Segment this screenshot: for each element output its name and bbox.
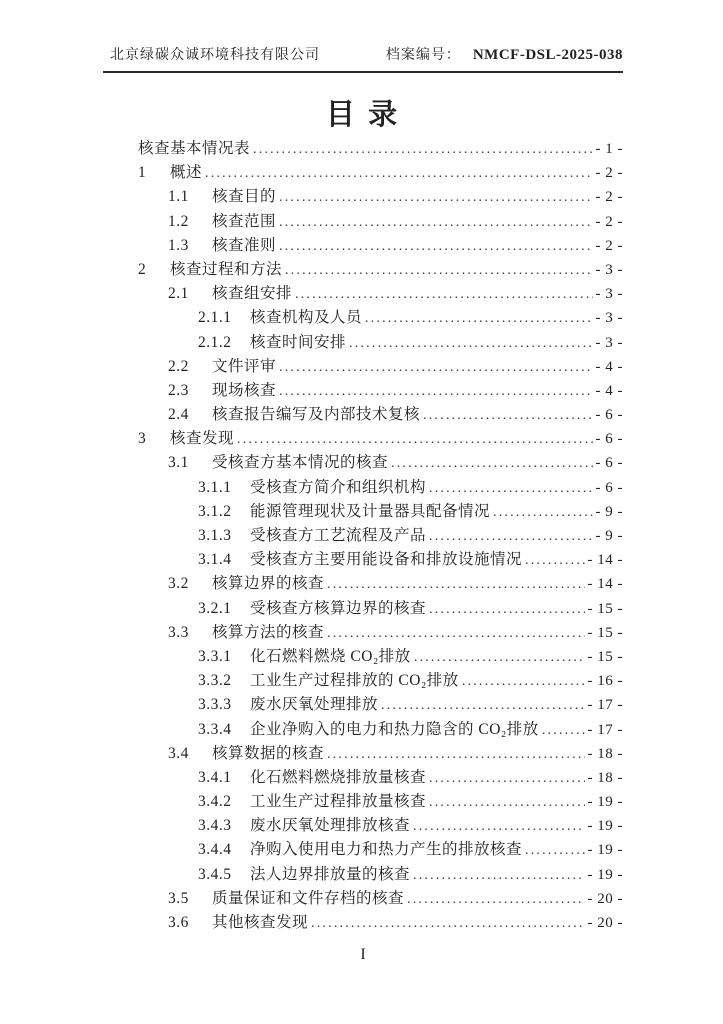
toc-entry [138, 596, 623, 620]
toc-leader-dots [413, 817, 584, 835]
toc-entry-label: 受核查方工艺流程及产品 [250, 527, 427, 544]
toc-entry-page: - 16 - [587, 673, 623, 690]
toc-entry-label: 法人边界排放量的核查 [250, 865, 411, 883]
toc-entry-label: 化石燃料燃烧排放量核查 [250, 768, 427, 786]
toc-entry-number: 3.3.3 [198, 696, 232, 714]
toc-entry-page: - 2 - [595, 189, 623, 206]
toc-leader-dots [542, 721, 585, 739]
toc-entry [138, 426, 623, 450]
toc-entry-number: 2.1.2 [198, 333, 232, 351]
toc-entry-page: - 17 - [587, 697, 623, 714]
toc-entry-label: 工业生产过程排放的 CO₂排放 [250, 672, 459, 690]
toc-entry-number: 1 [138, 164, 147, 182]
toc-entry [138, 813, 623, 837]
toc-leader-dots [493, 503, 592, 521]
toc-entry-number: 2.1 [168, 285, 189, 303]
toc-list [138, 136, 623, 934]
toc-entry-number: 3.6 [168, 914, 189, 931]
toc-entry [138, 547, 623, 571]
toc-entry-number: 3 [138, 430, 147, 448]
toc-entry-label: 核查报告编写及内部技术复核 [212, 406, 421, 424]
toc-entry-number: 3.4.2 [198, 793, 232, 811]
toc-entry-label: 现场核查 [212, 381, 277, 399]
toc-entry-label: 核算数据的核查 [212, 744, 325, 762]
toc-entry [138, 160, 623, 184]
toc-entry [138, 910, 623, 934]
toc-entry [138, 837, 623, 861]
toc-entry-number: 3.4 [168, 744, 189, 762]
toc-entry-label: 核查发现 [170, 430, 235, 448]
toc-entry-page: - 15 - [587, 648, 623, 665]
toc-entry [138, 354, 623, 378]
toc-leader-dots [381, 696, 584, 714]
toc-entry-number: 3.4.4 [198, 841, 232, 859]
toc-entry-number: 3.1 [168, 454, 189, 472]
toc-leader-dots [279, 188, 592, 206]
toc-entry-number: 3.1.4 [198, 551, 232, 569]
toc-entry-label: 受核查方基本情况的核查 [212, 454, 389, 472]
toc-entry-label: 核查过程和方法 [170, 260, 283, 278]
toc-leader-dots [365, 309, 592, 327]
toc-entry-page: - 3 - [595, 334, 623, 351]
toc-entry-page: - 9 - [595, 528, 623, 544]
toc-entry-page: - 2 - [595, 213, 623, 230]
toc-entry-number: 1.3 [168, 236, 189, 254]
toc-leader-dots [253, 140, 592, 158]
toc-entry-number: 3.5 [168, 889, 189, 907]
toc-entry [138, 571, 623, 595]
toc-entry-label: 核算边界的核查 [212, 575, 325, 593]
toc-entry-label: 化石燃料燃烧 CO₂排放 [250, 647, 411, 665]
toc-entry [138, 789, 623, 813]
toc-entry-page: - 6 - [595, 431, 623, 448]
toc-entry-label: 其他核查发现 [212, 914, 309, 931]
toc-leader-dots [429, 600, 584, 618]
toc-leader-dots [327, 624, 584, 642]
toc-leader-dots [285, 261, 592, 279]
toc-leader-dots [429, 769, 584, 787]
toc-entry-label: 废水厌氧处理排放核查 [250, 817, 411, 835]
toc-entry-label: 概述 [170, 164, 203, 182]
toc-entry [138, 257, 623, 281]
toc-leader-dots [407, 890, 584, 908]
toc-entry-number: 3.2 [168, 575, 189, 593]
toc-entry-page: - 2 - [595, 165, 623, 182]
toc-entry-number: 1.2 [168, 212, 189, 230]
toc-entry-number: 3.4.1 [198, 768, 232, 786]
toc-entry-label: 文件评审 [212, 357, 277, 375]
toc-entry-page: - 18 - [587, 769, 623, 786]
toc-leader-dots [279, 237, 592, 255]
toc-entry-page: - 3 - [595, 261, 623, 278]
toc-entry-page: - 18 - [587, 745, 623, 762]
toc-entry-number: 2.1.1 [198, 309, 232, 327]
toc-entry-label: 受核查方核算边界的核查 [250, 599, 427, 617]
toc-entry [138, 281, 623, 305]
toc-entry-page: - 20 - [587, 890, 623, 907]
toc-entry-number: 1.1 [168, 188, 189, 206]
toc-leader-dots [429, 479, 592, 497]
toc-entry-page: - 19 - [587, 794, 623, 811]
toc-leader-dots [525, 551, 584, 569]
toc-entry-number: 3.4.5 [198, 865, 232, 883]
toc-entry-page: - 6 - [595, 455, 623, 472]
page-header [103, 44, 623, 73]
toc-entry [138, 499, 623, 523]
toc-entry-label: 工业生产过程排放量核查 [250, 793, 427, 811]
toc-entry-number: 3.3.1 [198, 647, 232, 665]
toc-entry-page: - 19 - [587, 842, 623, 859]
toc-entry-number: 3.3.2 [198, 672, 232, 690]
toc-entry [138, 136, 623, 160]
toc-entry [138, 330, 623, 354]
file-number-label: 档案编号： [385, 48, 461, 63]
toc-entry-page: - 3 - [595, 286, 623, 303]
toc-leader-dots [525, 841, 584, 859]
toc-leader-dots [413, 866, 584, 884]
toc-entry-label: 废水厌氧处理排放 [250, 696, 379, 714]
toc-entry-label: 受核查方简介和组织机构 [250, 478, 427, 496]
toc-entry [138, 402, 623, 426]
toc-entry-number: 3.3 [168, 623, 189, 641]
toc-title: 目 录 [325, 99, 401, 131]
toc-leader-dots [462, 672, 585, 690]
toc-entry-number: 2.4 [168, 406, 189, 424]
toc-entry-page: - 14 - [587, 576, 623, 593]
toc-entry-label: 受核查方主要用能设备和排放设施情况 [250, 551, 523, 569]
toc-entry-number: 3.4.3 [198, 817, 232, 835]
file-number-value: NMCF-DSL-2025-038 [472, 47, 623, 63]
toc-entry-label: 净购入使用电力和热力产生的排放核查 [250, 841, 523, 859]
toc-entry [138, 644, 623, 668]
toc-entry [138, 717, 623, 741]
toc-entry [138, 765, 623, 789]
toc-entry-label: 核算方法的核查 [212, 623, 325, 641]
toc-leader-dots [237, 430, 592, 448]
toc-entry-page: - 19 - [587, 818, 623, 835]
page-number-footer: I [360, 946, 366, 963]
toc-entry-number: 3.1.3 [198, 527, 232, 544]
toc-leader-dots [279, 382, 592, 400]
toc-entry-page: - 20 - [587, 915, 623, 931]
toc-entry [138, 450, 623, 474]
toc-entry [138, 741, 623, 765]
toc-entry-page: - 14 - [587, 552, 623, 569]
toc-entry-page: - 1 - [595, 141, 623, 157]
toc-entry-label: 核查准则 [212, 236, 277, 254]
toc-entry-page: - 15 - [587, 600, 623, 617]
toc-entry [138, 233, 623, 257]
toc-entry [138, 692, 623, 716]
toc-leader-dots [423, 406, 592, 424]
toc-entry-number: 3.1.1 [198, 478, 232, 496]
toc-entry [138, 620, 623, 644]
toc-entry-number: 2.2 [168, 357, 189, 375]
toc-entry-label: 核查目的 [212, 188, 277, 206]
toc-entry-page: - 15 - [587, 624, 623, 641]
toc-leader-dots [429, 793, 584, 811]
toc-entry [138, 305, 623, 329]
toc-leader-dots [391, 454, 592, 472]
toc-entry [138, 475, 623, 499]
toc-leader-dots [349, 334, 592, 352]
toc-entry [138, 668, 623, 692]
toc-entry-label: 能源管理现状及计量器具配备情况 [250, 502, 491, 520]
toc-leader-dots [279, 358, 592, 376]
toc-entry-number: 3.2.1 [198, 599, 232, 617]
toc-leader-dots [295, 285, 592, 303]
toc-leader-dots [414, 648, 585, 666]
toc-entry-label: 核查机构及人员 [250, 309, 363, 327]
toc-leader-dots [205, 164, 592, 182]
toc-entry-label: 企业净购入的电力和热力隐含的 CO₂排放 [250, 720, 539, 738]
toc-entry-page: - 4 - [595, 358, 623, 375]
toc-entry-label: 质量保证和文件存档的核查 [212, 889, 405, 907]
toc-leader-dots [429, 527, 592, 545]
toc-leader-dots [327, 575, 584, 593]
toc-entry-number: 2.3 [168, 381, 189, 399]
toc-entry-page: - 6 - [595, 407, 623, 424]
toc-entry-label: 核查基本情况表 [138, 140, 251, 157]
toc-entry-page: - 17 - [587, 721, 623, 738]
toc-entry-label: 核查组安排 [212, 285, 293, 303]
toc-entry [138, 378, 623, 402]
toc-leader-dots [279, 213, 592, 231]
toc-entry-page: - 4 - [595, 382, 623, 399]
toc-entry-number: 3.1.2 [198, 502, 232, 520]
toc-entry-page: - 2 - [595, 237, 623, 254]
toc-entry-label: 核查时间安排 [250, 333, 347, 351]
toc-entry-label: 核查范围 [212, 212, 277, 230]
toc-entry [138, 523, 623, 547]
toc-leader-dots [311, 914, 584, 932]
toc-entry [138, 862, 623, 886]
toc-entry-number: 2 [138, 260, 147, 278]
toc-entry-page: - 9 - [595, 503, 623, 520]
toc-leader-dots [327, 745, 584, 763]
toc-entry [138, 209, 623, 233]
toc-entry [138, 886, 623, 910]
toc-entry-page: - 19 - [587, 866, 623, 883]
toc-entry-page: - 6 - [595, 479, 623, 496]
company-name: 北京绿碳众诚环境科技有限公司 [110, 48, 320, 63]
toc-entry-number: 3.3.4 [198, 720, 232, 738]
toc-entry [138, 184, 623, 208]
file-number-group [386, 44, 623, 64]
toc-entry-page: - 3 - [595, 310, 623, 327]
